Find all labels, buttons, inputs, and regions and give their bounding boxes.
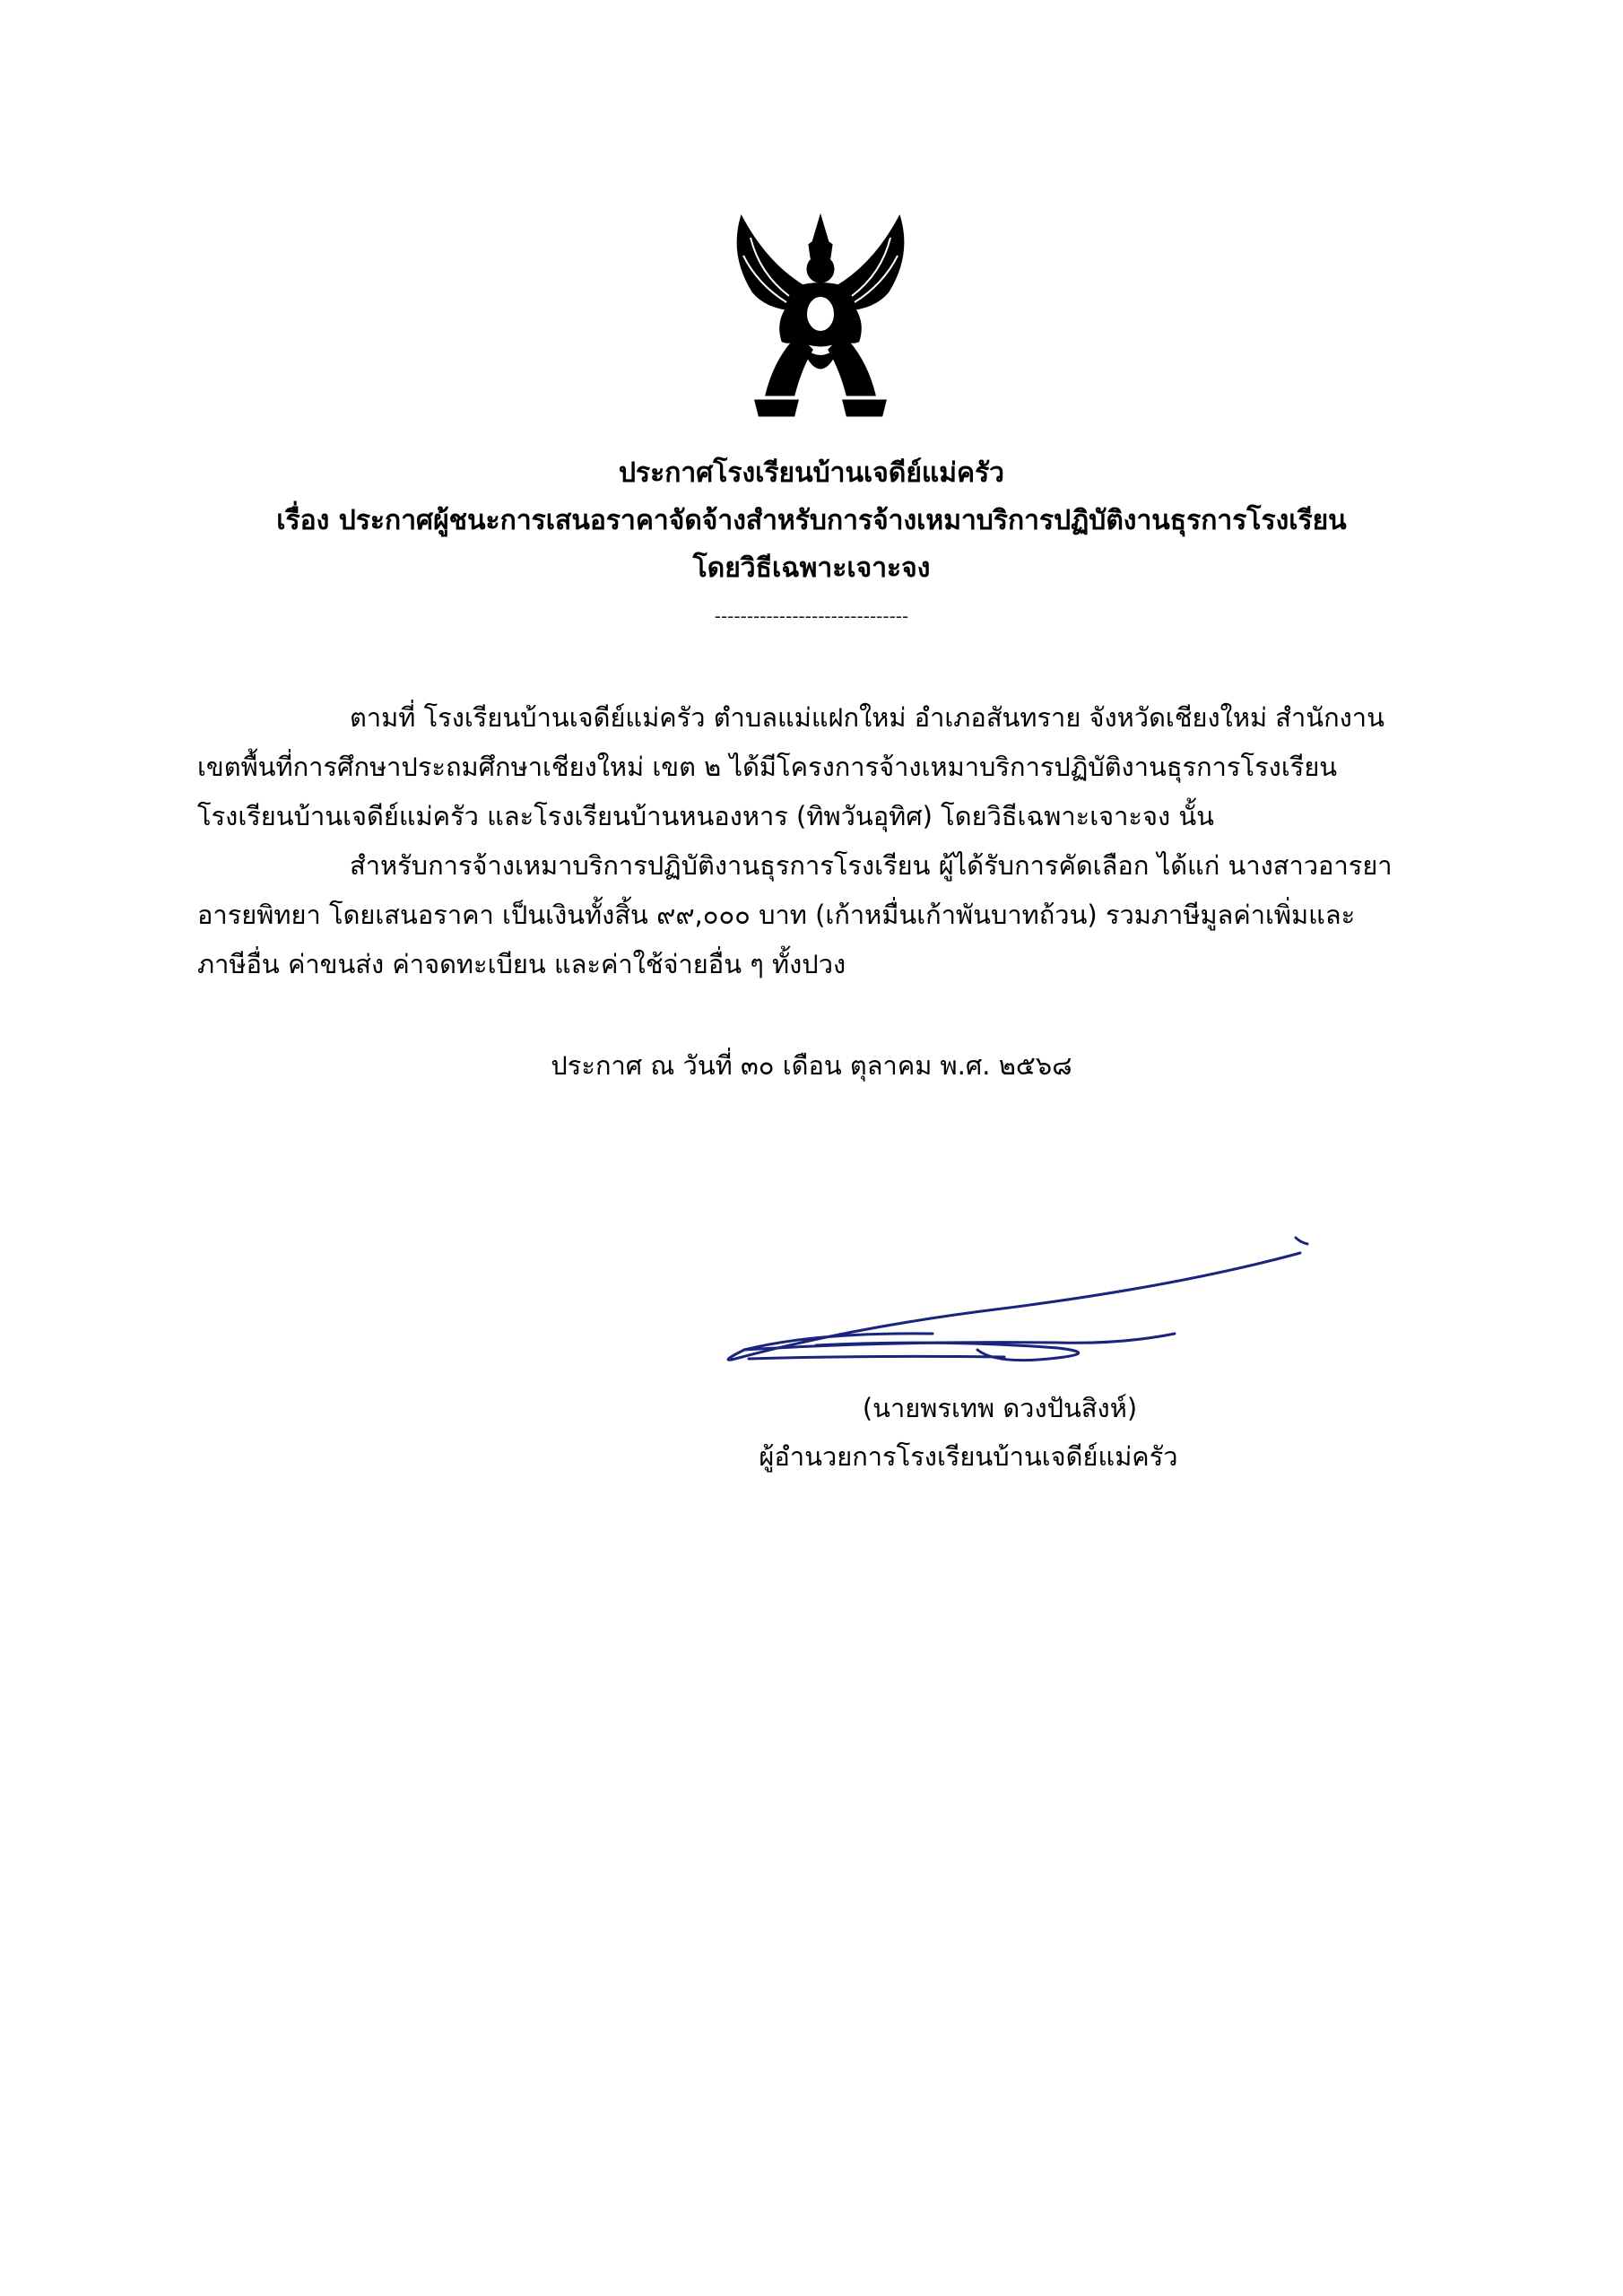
paragraph2-line3: ภาษีอื่น ค่าขนส่ง ค่าจดทะเบียน และค่าใช้จ่ายอื่น ๆ ทั้งปวง	[197, 949, 846, 979]
heading-divider: ------------------------------	[714, 605, 909, 627]
paragraph1-line3: โรงเรียนบ้านเจดีย์แม่ครัว และโรงเรียนบ้านหนองหาร (ทิพวันอุทิศ) โดยวิธีเฉพาะเจาะจง นั้น	[197, 801, 1214, 831]
paragraph2-line2: อารยพิทยา โดยเสนอราคา เป็นเงินทั้งสิ้น ๙๙,๐๐๐ บาท (เก้าหมื่นเก้าพันบาทถ้วน) รวมภาษีมูลค่าเพิ่มและ	[197, 900, 1356, 930]
announcement-method: โดยวิธีเฉพาะเจาะจง	[692, 552, 931, 584]
handwritten-signature-icon	[708, 1233, 1318, 1368]
garuda-emblem-icon	[704, 202, 937, 422]
announcement-date: ประกาศ ณ วันที่ ๓๐ เดือน ตุลาคม พ.ศ. ๒๕๖๘	[551, 1050, 1072, 1081]
paragraph2-line1: สำหรับการจ้างเหมาบริการปฏิบัติงานธุรการโรงเรียน ผู้ได้รับการคัดเลือก ได้แก่ นางสาวอารยา	[350, 850, 1393, 881]
paragraph1-line2: เขตพื้นที่การศึกษาประถมศึกษาเชียงใหม่ เขต ๒ ได้มีโครงการจ้างเหมาบริการปฏิบัติงานธุรการโรงเรียน	[197, 752, 1338, 782]
signer-name: (นายพรเทพ ดวงปันสิงห์)	[862, 1393, 1138, 1423]
announcement-title: ประกาศโรงเรียนบ้านเจดีย์แม่ครัว	[618, 457, 1005, 489]
signer-position: ผู้อำนวยการโรงเรียนบ้านเจดีย์แม่ครัว	[759, 1441, 1178, 1472]
paragraph1-line1: ตามที่ โรงเรียนบ้านเจดีย์แม่ครัว ตำบลแม่แฝกใหม่ อำเภอสันทราย จังหวัดเชียงใหม่ สำนักงาน	[350, 702, 1384, 733]
announcement-subject: เรื่อง ประกาศผู้ชนะการเสนอราคาจัดจ้างสำหรับการจ้างเหมาบริการปฏิบัติงานธุรการโรงเรียน	[276, 505, 1347, 536]
